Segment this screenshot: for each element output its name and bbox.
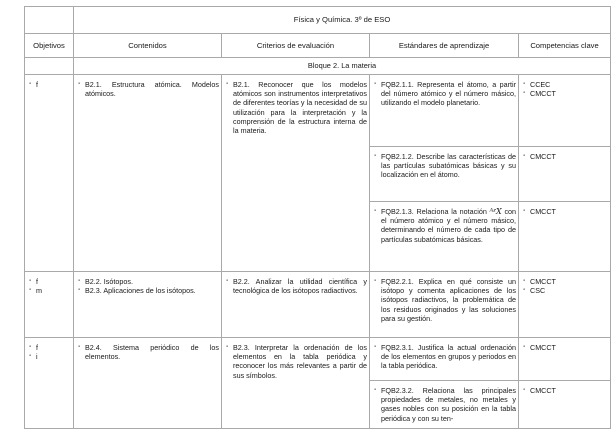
criterio-item: ▪ B2.3. Interpretar la ordenación de los elementos en la tabla periódica y reconocer los más relevantes a partir de sus símbolos. (224, 343, 367, 380)
competencia-item: ▪ CMCCT (521, 207, 608, 216)
isotope-notation: ᴬᶻX (489, 207, 502, 216)
estandar-item: ▪ FQB2.3.2. Relaciona las principales propiedades de metales, no metales y gases nobles con su posición en la tabla periódica y con su ten- (372, 386, 516, 423)
header-objetivos: Objetivos (25, 34, 74, 58)
criterio-item: ▪ B2.1. Reconocer que los modelos atómicos son instrumentos interpretativos de diferentes teorías y la necesidad de su utilización para la interpretación y la comprensión de la estructura interna de la materia. (224, 80, 367, 135)
header-contenidos: Contenidos (74, 34, 222, 58)
block-title: Bloque 2. La materia (74, 58, 611, 75)
table-row (25, 338, 611, 381)
criterio-item: ▪ B2.2. Analizar la utilidad científica y tecnológica de los isótopos radiactivos. (224, 277, 367, 295)
table-row (25, 75, 611, 147)
block-row (25, 58, 611, 75)
estandar-text-after: con el número atómico y el número másico, determinando el número de cada tipo de partículas subatómicas básicas. (381, 207, 517, 244)
estandar-item: ▪ FQB2.1.1. Representa el átomo, a partir del número atómico y el número másico, utilizando el modelo planetario. (372, 80, 516, 108)
table-title: Física y Química. 3º de ESO (74, 7, 611, 34)
estandar-text-before: FQB2.1.3. Relaciona la notación (381, 207, 487, 216)
header-competencias: Competencias clave (519, 34, 611, 58)
estandar-item: ▪ FQB2.2.1. Explica en qué consiste un isótopo y comenta aplicaciones de los isótopos radiactivos, la problemática de los residuos originados y las soluciones para su gestión. (372, 277, 516, 323)
estandar-item: ▪ FQB2.3.1. Justifica la actual ordenación de los elementos en grupos y periodos en la tabla periódica. (372, 343, 516, 371)
estandar-item: ▪ FQB2.1.2. Describe las características de las partículas subatómicas básicas y su localización en el átomo. (372, 152, 516, 180)
title-row (25, 7, 611, 34)
contenido-item: ▪ B2.3. Aplicaciones de los isótopos. (76, 286, 219, 295)
competencia-item: ▪ CMCCT (521, 343, 608, 352)
competencia-item: ▪ CMCCT (521, 277, 608, 286)
objetivo-item: ▪ f (27, 277, 71, 286)
header-row (25, 34, 611, 58)
contenido-item: ▪ B2.4. Sistema periódico de los elementos. (76, 343, 219, 361)
competencia-item: ▪ CMCCT (521, 386, 608, 395)
competencia-item: ▪ CMCCT (521, 152, 608, 161)
objetivo-item: ▪ f (27, 80, 71, 89)
contenido-item: ▪ B2.1. Estructura atómica. Modelos atómicos. (76, 80, 219, 98)
objetivo-item: ▪ m (27, 286, 71, 295)
table-row (25, 272, 611, 338)
curriculum-table (24, 6, 611, 429)
estandar-item (372, 207, 516, 244)
header-estandares: Estándares de aprendizaje (370, 34, 519, 58)
objetivo-item: ▪ f (27, 343, 71, 352)
competencia-item: ▪ CMCCT (521, 89, 608, 98)
competencia-item: ▪ CSC (521, 286, 608, 295)
header-criterios: Criterios de evaluación (222, 34, 370, 58)
contenido-item: ▪ B2.2. Isótopos. (76, 277, 219, 286)
competencia-item: ▪ CCEC (521, 80, 608, 89)
objetivo-item: ▪ i (27, 352, 71, 361)
